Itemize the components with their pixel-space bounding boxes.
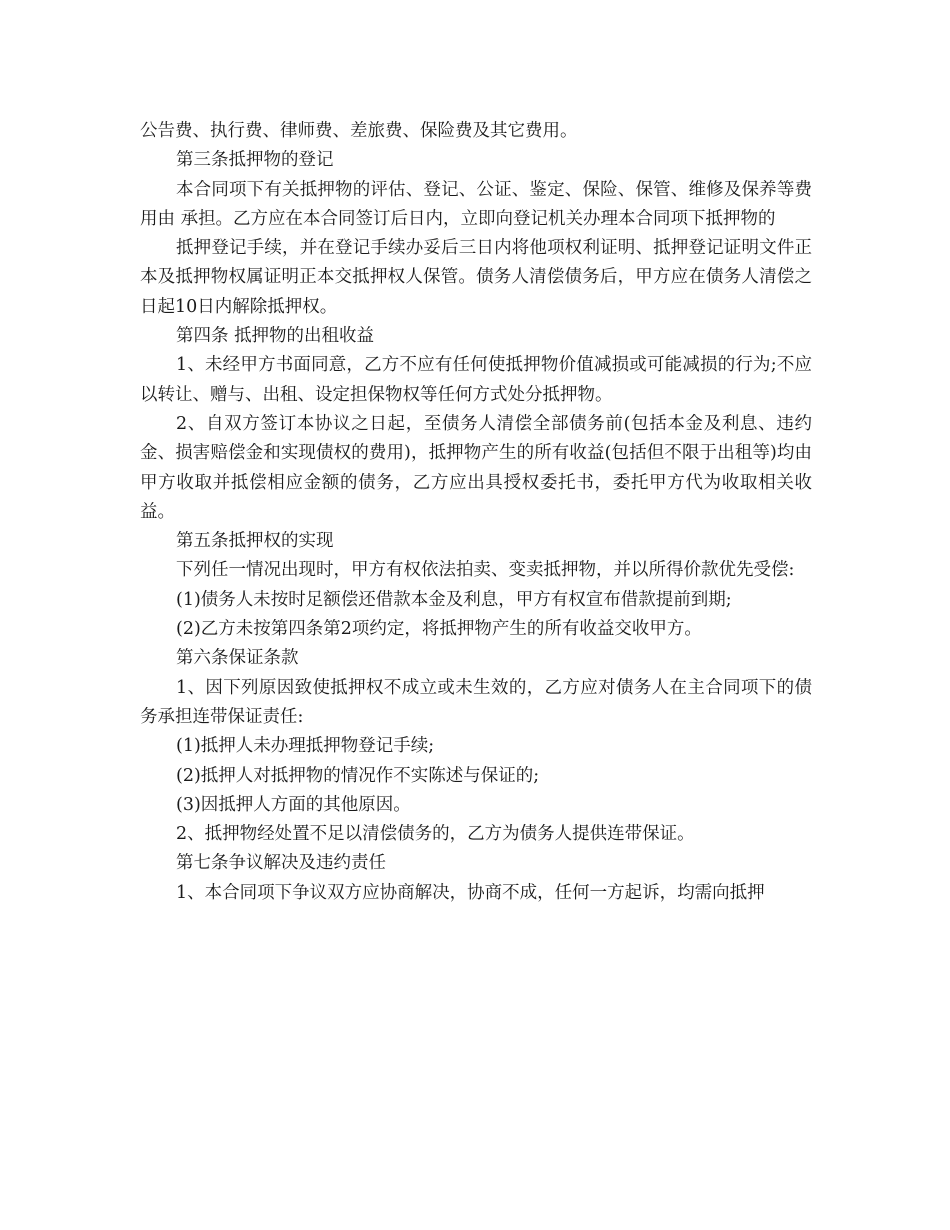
paragraph: 1、因下列原因致使抵押权不成立或未生效的，乙方应对债务人在主合同项下的债务承担连带保证责任: xyxy=(140,677,812,727)
paragraph: 下列任一情况出现时，甲方有权依法拍卖、变卖抵押物，并以所得价款优先受偿: xyxy=(176,560,795,581)
paragraph: 本合同项下有关抵押物的评估、登记、公证、鉴定、保险、保管、维修及保养等费用由 承担。乙方应在本合同签订后日内，立即向登记机关办理本合同项下抵押物的 xyxy=(140,179,812,229)
list-item: (3)因抵押人方面的其他原因。 xyxy=(176,794,411,815)
section-heading: 第五条抵押权的实现 xyxy=(176,531,334,552)
section-heading: 第七条争议解决及违约责任 xyxy=(176,853,386,874)
list-item: (1)抵押人未办理抵押物登记手续; xyxy=(176,736,435,757)
list-item: (2)乙方未按第四条第2项约定，将抵押物产生的所有收益交收甲方。 xyxy=(176,619,702,640)
section-heading: 第三条抵押物的登记 xyxy=(176,150,334,171)
paragraph: 抵押登记手续，并在登记手续办妥后三日内将他项权利证明、抵押登记证明文件正本及抵押物权属证明正本交抵押权人保管。债务人清偿债务后，甲方应在债务人清偿之日起10日内解除抵押权。 xyxy=(140,238,812,317)
document-body xyxy=(140,117,812,908)
list-item: (2)抵押人对抵押物的情况作不实陈述与保证的; xyxy=(176,765,540,786)
paragraph: 2、抵押物经处置不足以清偿债务的，乙方为债务人提供连带保证。 xyxy=(176,824,695,845)
list-item: (1)债务人未按时足额偿还借款本金及利息，甲方有权宣布借款提前到期; xyxy=(176,589,732,610)
paragraph: 1、本合同项下争议双方应协商解决，协商不成，任何一方起诉，均需向抵押 xyxy=(176,882,765,903)
section-heading: 第六条保证条款 xyxy=(176,648,299,669)
paragraph: 2、自双方签订本协议之日起，至债务人清偿全部债务前(包括本金及利息、违约金、损害赔偿金和实现债权的费用)，抵押物产生的所有收益(包括但不限于出租等)均由甲方收取并抵偿相应金额的债务，乙方应出具授权委托书，委托甲方代为收取相关收益。 xyxy=(140,413,812,522)
paragraph: 公告费、执行费、律师费、差旅费、保险费及其它费用。 xyxy=(140,121,578,141)
section-heading: 第四条 抵押物的出租收益 xyxy=(176,326,375,347)
paragraph: 1、未经甲方书面同意，乙方不应有任何使抵押物价值减损或可能减损的行为;不应以转让、赠与、出租、设定担保物权等任何方式处分抵押物。 xyxy=(140,355,812,405)
